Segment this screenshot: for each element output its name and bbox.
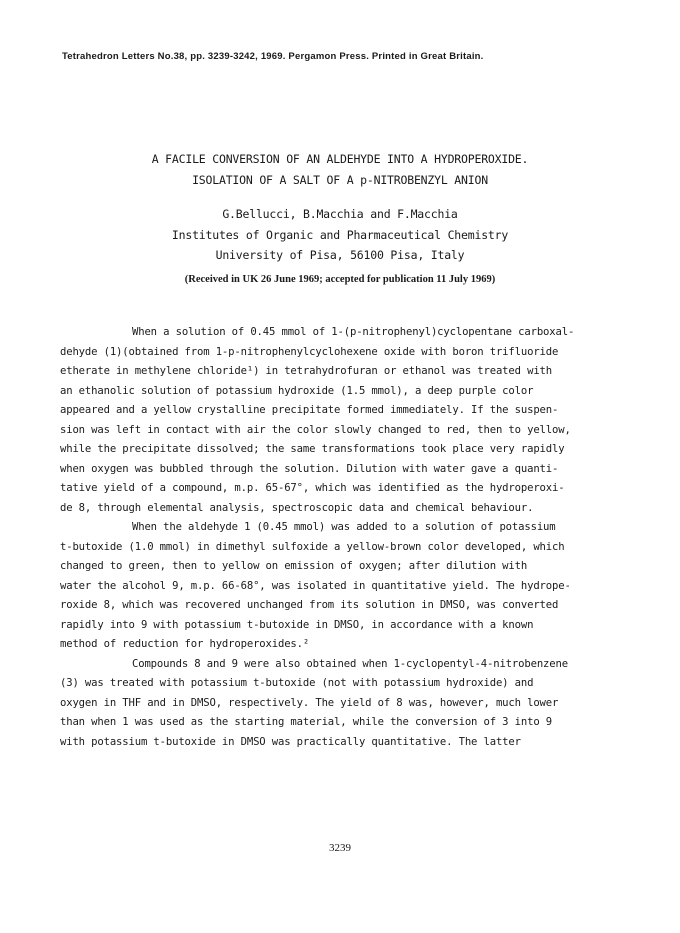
title-line-1: A FACILE CONVERSION OF AN ALDEHYDE INTO A HYDROPEROXIDE. <box>151 152 529 166</box>
body-line: sion was left in contact with air the color slowly changed to red, then to yellow, <box>60 423 571 436</box>
body-line: Compounds 8 and 9 were also obtained when 1-cyclopentyl-4-nitrobenzene <box>132 657 568 670</box>
affiliation-line-2: University of Pisa, 56100 Pisa, Italy <box>215 248 465 262</box>
body-line: t-butoxide (1.0 mmol) in dimethyl sulfoxide a yellow-brown color developed, which <box>60 540 565 553</box>
authors: G.Bellucci, B.Macchia and F.Macchia <box>222 207 458 221</box>
body-line: When a solution of 0.45 mmol of 1-(p-nitrophenyl)cyclopentane carboxal- <box>132 326 575 338</box>
body-line: an ethanolic solution of potassium hydroxide (1.5 mmol), a deep purple color <box>60 384 534 397</box>
body-line: etherate in methylene chloride¹) in tetrahydrofuran or ethanol was treated with <box>60 365 553 377</box>
body-line: dehyde (1)(obtained from 1-p-nitrophenylcyclohexene oxide with boron trifluoride <box>60 345 559 358</box>
body-text <box>60 323 630 752</box>
affiliation-line-1: Institutes of Organic and Pharmaceutical Chemistry <box>171 228 509 242</box>
body-line: de 8, through elemental analysis, spectroscopic data and chemical behaviour. <box>60 501 534 514</box>
body-line: oxygen in THF and in DMSO, respectively. The yield of 8 was, however, much lower <box>60 696 559 709</box>
body-line: while the precipitate dissolved; the same transformations took place very rapidly <box>60 443 565 455</box>
body-line: than when 1 was used as the starting material, while the conversion of 3 into 9 <box>60 716 553 728</box>
body-line: when oxygen was bubbled through the solution. Dilution with water gave a quanti- <box>60 462 559 475</box>
body-line: water the alcohol 9, m.p. 66-68°, was isolated in quantitative yield. The hydrope- <box>60 579 571 592</box>
page-number: 3239 <box>329 842 351 854</box>
body-line: When the aldehyde 1 (0.45 mmol) was added to a solution of potassium <box>132 521 556 533</box>
body-line: roxide 8, which was recovered unchanged from its solution in DMSO, was converted <box>60 599 559 611</box>
body-line: with potassium t-butoxide in DMSO was practically quantitative. The latter <box>60 735 521 748</box>
journal-header: Tetrahedron Letters No.38, pp. 3239-3242, 1969. Pergamon Press. Printed in Great Britain. <box>62 51 484 62</box>
body-line: rapidly into 9 with potassium t-butoxide in DMSO, in accordance with a known <box>60 618 534 631</box>
body-line: tative yield of a compound, m.p. 65-67°, which was identified as the hydroperoxi- <box>60 482 565 494</box>
title-line-2: ISOLATION OF A SALT OF A p-NITROBENZYL ANION <box>192 173 488 187</box>
received-dates: (Received in UK 26 June 1969; accepted for publication 11 July 1969) <box>184 274 496 285</box>
body-line: changed to green, then to yellow on emission of oxygen; after dilution with <box>60 560 528 572</box>
body-line: (3) was treated with potassium t-butoxide (not with potassium hydroxide) and <box>60 677 534 689</box>
body-line: method of reduction for hydroperoxides.² <box>60 638 310 650</box>
body-line: appeared and a yellow crystalline precipitate formed immediately. If the suspen- <box>60 404 559 416</box>
